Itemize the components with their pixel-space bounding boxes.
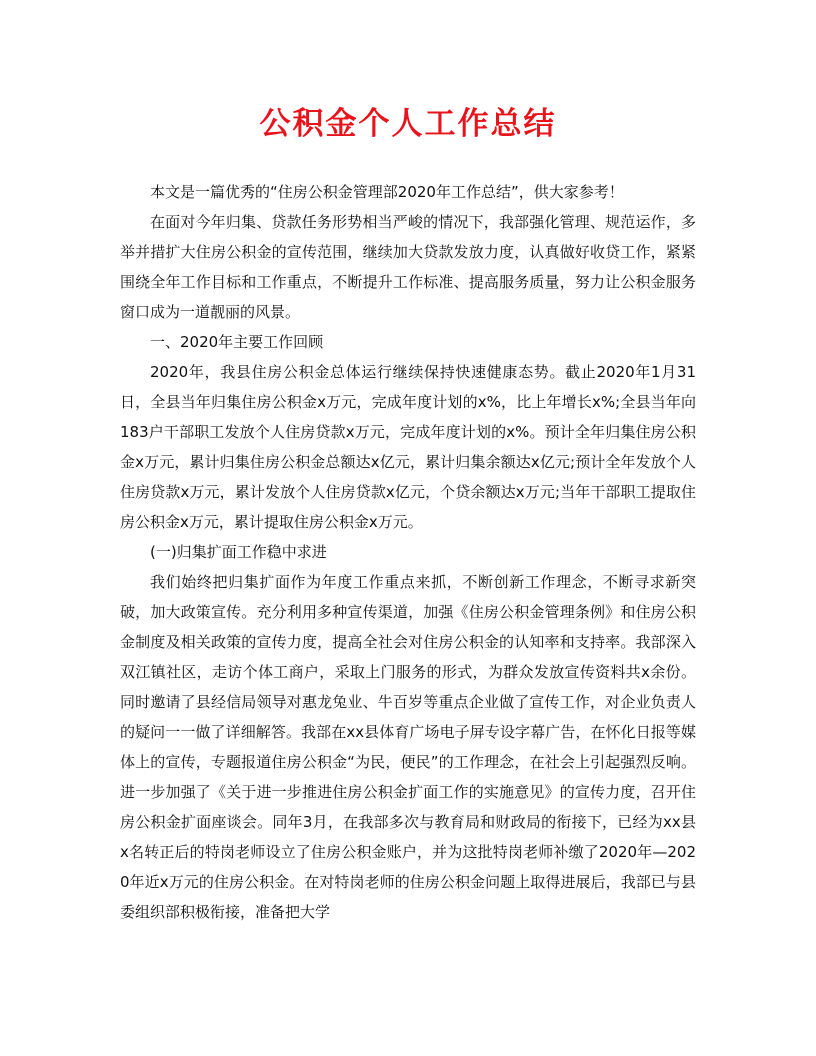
paragraph-overview: 在面对今年归集、贷款任务形势相当严峻的情况下，我部强化管理、规范运作，多举并措扩大住房公积金的宣传范围，继续加大贷款发放力度，认真做好收贷工作，紧紧围绕全年工作目标和工作重点，不断提升工作标准、提高服务质量，努力让公积金服务窗口成为一道靓丽的风景。 — [120, 213, 696, 321]
document-body — [120, 177, 696, 927]
paragraph-statistics: 2020年，我县住房公积金总体运行继续保持快速健康态势。截止2020年1月31日，全县当年归集住房公积金x万元，完成年度计划的x%，比上年增长x%;全县当年向183户干部职工发放个人住房贷款x万元，完成年度计划的x%。预计全年归集住房公积金x万元，累计归集住房公积金总额达x亿元，累计归集余额达x亿元;预计全年发放个人住房贷款x万元，累计发放个人住房贷款x亿元，个贷余额达x万元;当年干部职工提取住房公积金x万元，累计提取住房公积金x万元。 — [120, 363, 696, 531]
paragraph-collection: 我们始终把归集扩面作为年度工作重点来抓，不断创新工作理念，不断寻求新突破，加大政策宣传。充分利用多种宣传渠道，加强《住房公积金管理条例》和住房公积金制度及相关政策的宣传力度，提高全社会对住房公积金的认知率和支持率。我部深入双江镇社区，走访个体工商户，采取上门服务的形式，为群众发放宣传资料共x余份。同时邀请了县经信局领导对惠龙兔业、牛百岁等重点企业做了宣传工作，对企业负责人的疑问一一做了详细解答。我部在xx县体育广场电子屏专设字幕广告，在怀化日报等媒体上的宣传，专题报道住房公积金“为民，便民”的工作理念，在社会上引起强烈反响。进一步加强了《关于进一步推进住房公积金扩面工作的实施意见》的宣传力度，召开住房公积金扩面座谈会。同年3月，在我部多次与教育局和财政局的衔接下，已经为xx县x名转正后的特岗老师设立了住房公积金账户，并为这批特岗老师补缴了2020年—2020年近x万元的住房公积金。在对特岗老师的住房公积金问题上取得进展后，我部已与县委组织部积极衔接，准备把大学 — [120, 573, 696, 921]
paragraph-intro: 本文是一篇优秀的“住房公积金管理部2020年工作总结”，供大家参考！ — [150, 183, 624, 201]
subsection-heading-collection: (一)归集扩面工作稳中求进 — [150, 543, 327, 561]
section-heading-review: 一、2020年主要工作回顾 — [150, 333, 324, 351]
document-title: 公积金个人工作总结 — [259, 106, 557, 142]
